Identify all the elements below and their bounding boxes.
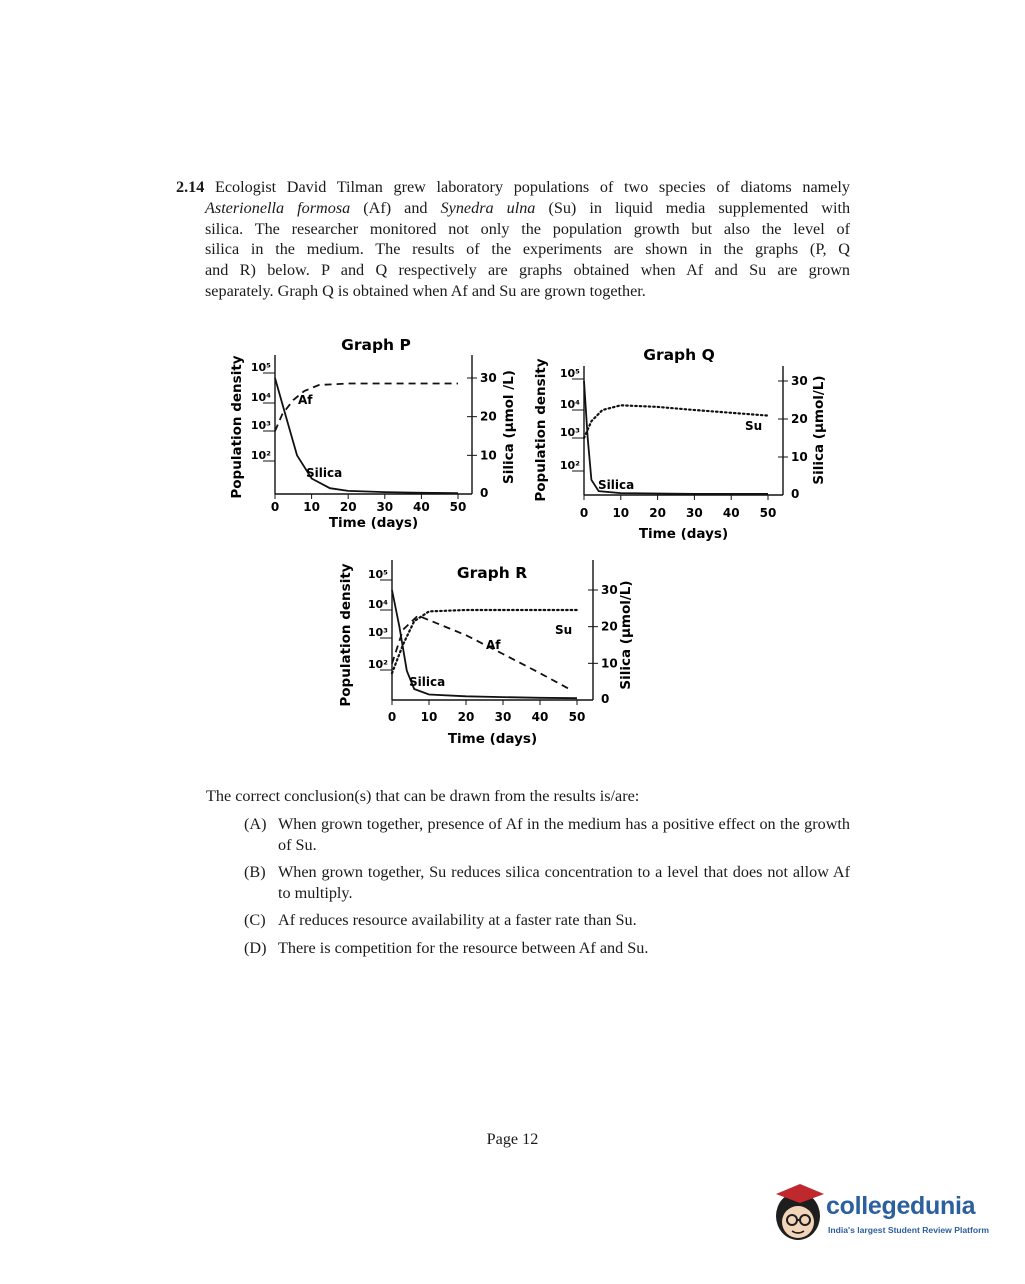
logo-tagline: India's largest Student Review Platform: [828, 1225, 990, 1235]
question-line-4: silica in the medium. The results of the experiments are shown in the graphs (P, Q: [205, 240, 850, 259]
option-a[interactable]: [244, 814, 850, 855]
graph-p: [229, 336, 517, 531]
question-line-1: 2.14 Ecologist David Tilman grew laboratory populations of two species of diatoms namely: [176, 178, 851, 196]
graph-p-y-label: Population density: [229, 355, 245, 499]
graph-r-y2-tick-label: 30: [601, 583, 618, 597]
graph-p-y-tick-label: 10³: [250, 419, 271, 432]
graph-p-x-tick-label: 30: [376, 500, 394, 514]
graph-p-series-af: [275, 384, 458, 432]
graph-r-y-tick-label: 10⁴: [367, 598, 388, 611]
graph-q-x-tick-label: 10: [612, 506, 630, 520]
graph-r-y-tick-label: 10⁵: [367, 568, 388, 581]
graph-q-x-tick-label: 20: [649, 506, 666, 520]
graph-q-x-tick-label: 0: [579, 506, 589, 520]
graph-p-series-label: Silica: [306, 466, 343, 480]
question-line-6: separately. Graph Q is obtained when Af and Su are grown together.: [205, 281, 646, 300]
graph-r-y2-tick-label: 0: [601, 692, 610, 706]
conclusion-intro: The correct conclusion(s) that can be drawn from the results is/are:: [206, 787, 640, 805]
option-a-text: When grown together, presence of Af in the medium has a positive effect on the growth of Su.: [278, 815, 850, 854]
graph-r: [338, 560, 634, 747]
graph-r-series-label: Silica: [409, 675, 446, 689]
graph-r-x-tick-label: 10: [420, 710, 438, 724]
graph-q-series-su: [584, 405, 768, 438]
option-c-label: (C): [244, 911, 266, 929]
graph-r-x-tick-label: 40: [531, 710, 549, 724]
page-number: Page 12: [486, 1130, 539, 1148]
option-b-label: (B): [244, 863, 266, 881]
graph-p-x-tick-label: 10: [303, 500, 320, 514]
graph-r-y-tick-label: 10³: [367, 626, 388, 639]
graph-p-y-tick-label: 10⁵: [250, 361, 271, 374]
graph-q-y-tick-label: 10⁴: [559, 398, 580, 411]
graph-q-y-tick-label: 10³: [559, 426, 580, 439]
option-d-text: There is competition for the resource between Af and Su.: [278, 939, 649, 957]
graph-p-x-tick-label: 50: [449, 500, 467, 514]
question-line-3: silica. The researcher monitored not only the population growth but also the level of: [205, 219, 850, 238]
option-b[interactable]: [244, 862, 850, 903]
graph-p-x-label: Time (days): [328, 515, 419, 531]
graph-r-series-su: [392, 610, 577, 673]
option-d[interactable]: [244, 938, 850, 959]
graph-q-y2-tick-label: 30: [791, 374, 808, 388]
logo-wordmark: collegedunia: [826, 1192, 976, 1220]
graph-r-y2-tick-label: 10: [601, 656, 618, 671]
graph-q-title: Graph Q: [643, 346, 715, 364]
question-line-5: and R) below. P and Q respectively are graphs obtained when Af and Su are grown: [205, 261, 850, 280]
graph-r-x-tick-label: 30: [494, 710, 512, 724]
graph-r-y2-label: Silica (μmol/L): [618, 580, 634, 690]
graph-q-y2-tick-label: 20: [791, 412, 808, 426]
graph-q-x-label: Time (days): [638, 526, 729, 542]
graph-r-x-label: Time (days): [447, 731, 538, 747]
graph-p-series-label: Af: [298, 393, 313, 407]
option-c[interactable]: [244, 910, 850, 931]
graph-p-y2-tick-label: 30: [480, 371, 497, 385]
option-c-text: Af reduces resource availability at a faster rate than Su.: [278, 911, 637, 929]
graph-r-x-tick-label: 0: [387, 710, 397, 724]
graph-q-series-label: Su: [745, 419, 763, 433]
graph-r-y2-tick-label: 20: [601, 619, 618, 634]
graph-r-series-label: Su: [555, 623, 573, 637]
graph-q-x-tick-label: 40: [722, 506, 740, 520]
graph-r-x-tick-label: 50: [568, 710, 586, 724]
graph-p-title: Graph P: [341, 336, 411, 354]
graph-r-series-label: Af: [486, 638, 501, 652]
graph-p-y2-tick-label: 20: [480, 409, 497, 424]
option-a-label: (A): [244, 815, 267, 833]
graph-q-series-label: Silica: [598, 478, 635, 492]
graph-q-y-label: Population density: [533, 358, 549, 502]
question-number: 2.14: [176, 178, 205, 196]
graph-p-y-tick-label: 10²: [250, 449, 271, 462]
graph-r-title: Graph R: [456, 564, 528, 582]
graph-q-y2-tick-label: 10: [791, 450, 808, 464]
graph-p-x-tick-label: 0: [270, 500, 280, 514]
graph-p-y2-label: Silica (μmol /L): [501, 370, 517, 484]
graph-p-y2-tick-label: 10: [480, 448, 497, 463]
graph-r-y-label: Population density: [338, 563, 354, 707]
graph-q-x-tick-label: 50: [759, 506, 777, 520]
question-line-2: Asterionella formosa (Af) and Synedra ulna (Su) in liquid media supplemented with: [205, 198, 851, 217]
graph-q-y2-label: Silica (μmol/L): [811, 375, 827, 485]
graph-p-x-tick-label: 40: [413, 500, 430, 514]
graph-q-y2-tick-label: 0: [791, 487, 800, 501]
graph-q-y-tick-label: 10⁵: [559, 367, 580, 380]
graph-p-y2-tick-label: 0: [480, 486, 489, 500]
graph-q-series-silica: [584, 381, 768, 494]
graph-r-x-tick-label: 20: [457, 710, 475, 724]
graph-r-y-tick-label: 10²: [367, 658, 388, 671]
graph-p-x-tick-label: 20: [339, 500, 357, 514]
graph-q-y-tick-label: 10²: [559, 459, 580, 472]
graph-q-x-tick-label: 30: [686, 506, 703, 520]
option-d-label: (D): [244, 939, 267, 957]
option-b-text: When grown together, Su reduces silica concentration to a level that does not allow Af to multiply.: [278, 863, 850, 902]
graph-q: [533, 346, 827, 542]
graph-p-y-tick-label: 10⁴: [250, 391, 271, 404]
